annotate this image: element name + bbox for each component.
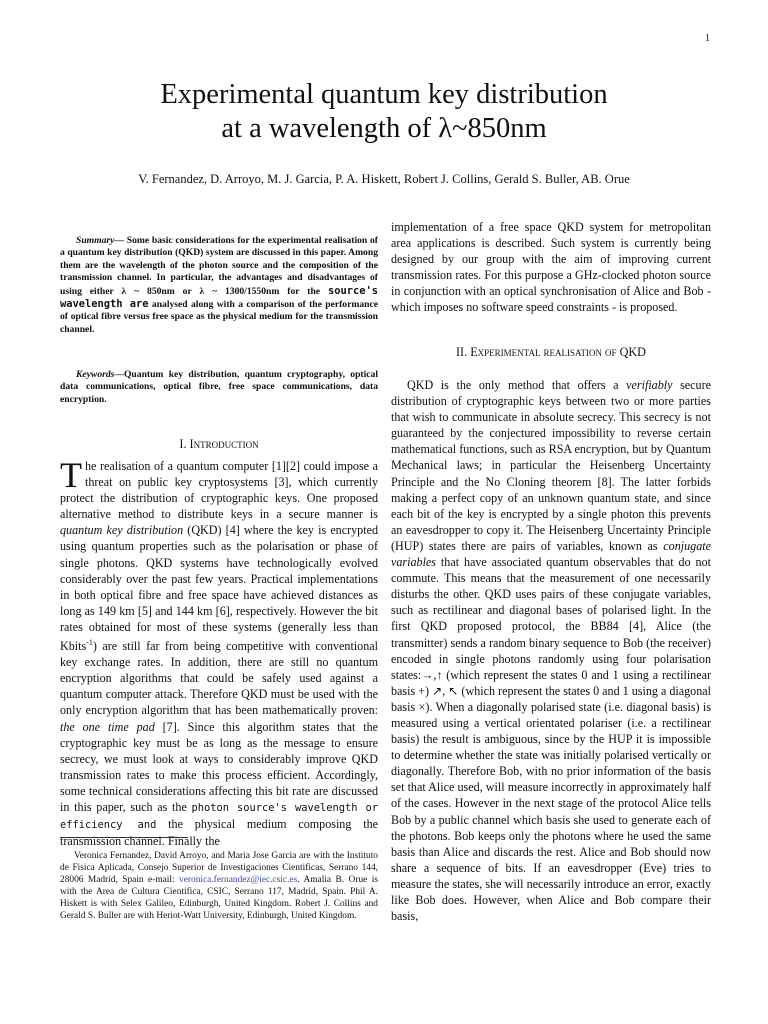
summary-lambda: λ ~ 850nm or λ ~ 1300/1550nm for the <box>121 285 328 297</box>
sec2-verifiably: verifiably <box>626 378 673 392</box>
introduction-body <box>60 455 378 849</box>
title-line-1: Experimental quantum key distribution <box>160 79 608 110</box>
footnote-rule <box>60 837 188 838</box>
keywords-block <box>60 369 378 406</box>
intro-otp-italic: the one time pad <box>60 719 155 734</box>
title-line-2: at a wavelength of λ~850nm <box>221 113 547 144</box>
author-list: V. Fernandez, D. Arroyo, M. J. Garcia, P. A. Hiskett, Robert J. Collins, Gerald S. Buller, AB. Orue <box>138 172 630 186</box>
keywords-lead: Keywords <box>76 369 115 380</box>
section-2-number: II. <box>456 345 468 359</box>
intro-text-3: ) are still far from being competitive with conventional key exchange rates. In addition, there are still no quantum encryption algorithms that could be safely used against a quantum computer attack. Therefore QKD must be used with the only encryption algorithm that has been mathematically proven: <box>60 639 378 718</box>
footnote-text-1: Veronica Fernandez, David Arroyo, and Maria Jose Garcia are with the Instituto de Fisica Aplicada, Consejo Superior de Investigaciones Cientificas, Serrano 144, 28006 Madrid, Spain e-mail: <box>60 851 378 885</box>
intro-text-4: [7]. Since this algorithm states that the cryptographic key must be as long as the message to ensure secrecy, we must look at ways to considerably improve QKD transmission rates to make this process efficient. Accordingly, some technical considerations affecting this bit rate are discussed in this paper, such as the <box>60 719 378 814</box>
summary-text-2: analysed along with a comparison of the performance of optical fibre versus free space as the physical medium for the transmission channel. <box>60 299 378 335</box>
intro-superscript: -1 <box>86 638 93 648</box>
section-1-heading <box>60 437 378 452</box>
summary-mono: source's wavelength are <box>60 284 378 311</box>
intro-continuation-text: implementation of a free space QKD system for metropolitan area applications is described. Such system is currently being designed by our group with the aim of improving current transmission rates. For this purpose a GHz-clocked photon source in conjunction with an optical synchronisation of Alice and Bob - which imposes no software speed constraints - is proposed. <box>391 220 711 315</box>
keywords-text: —Quantum key distribution, quantum cryptography, optical data communications, optical fibre, free space communications, data encryption. <box>60 369 378 405</box>
sec2-conjugate: conjugate variables <box>391 538 711 570</box>
section-2-title: Experimental realisation of QKD <box>470 345 646 359</box>
summary-block <box>60 235 378 336</box>
intro-mono: photon source's wavelength or efficiency and <box>60 802 378 832</box>
section-1-title: Introduction <box>189 437 259 451</box>
summary-lead: Summary— <box>76 235 124 246</box>
sec2-text-b: secure distribution of cryptographic keys between two or more parties that wish to communicate in absolute secrecy. This secrecy is not guaranteed by the conjectured impossibility to reverse certain mathematical functions, such as RSA encryption, but by Quantum Mechanical laws; in particular the Heisenberg Uncertainty Principle and the No Cloning theorem [8]. The latter forbids making a perfect copy of an unknown quantum state, and since each bit of the key is encrypted by a single photon this prevents an eavesdropper to copy it. The Heisenberg Uncertainty Principle (HUP) states there are pairs of variables, known as <box>391 378 711 553</box>
summary-text-1: Some basic considerations for the experimental realisation of a quantum key distribution (QKD) system are discussed in this paper. Among them are the wavelength of the photon source and the composition of the transmission channel. In particular, the advantages and disadvantages of using either <box>60 235 378 297</box>
drop-cap: T <box>60 455 82 495</box>
intro-continuation <box>391 219 711 316</box>
sec2-text-a: QKD is the only method that offers a <box>407 378 627 392</box>
paper-title <box>0 78 768 146</box>
intro-text-5: the physical medium composing the transmission channel. Finally the <box>60 817 378 849</box>
intro-qkd-italic: quantum key distribution <box>60 523 184 538</box>
section-2-heading <box>391 345 711 360</box>
page-number: 1 <box>705 33 710 44</box>
intro-text-2: (QKD) [4] where the key is encrypted using quantum properties such as the polarisation or phase of single photons. QKD systems have technologically evolved considerably over the past few years. Practical implementations in both optical fibre and free space have achieved distances as long as 149 km [5] and 144 km [6], respectively. However the bit rates obtained for most of these systems (generally less than Kbits <box>60 523 378 654</box>
intro-text-1: he realisation of a quantum computer [1][2] could impose a threat on public key cryptosystems [3], which currently protect the distribution of cryptographic keys. One proposed alternative method to distribute keys in a secure manner is <box>60 459 378 522</box>
section-2-body <box>391 377 711 924</box>
footnote-text-2: . Amalia B. Orue is with the Area de Cultura Cientifica, CSIC, Serrano 117, Madrid, Spain. Phil A. Hiskett is with Selex Galileo, Edinburgh, United Kingdom. Robert J. Collins and Gerald S. Buller are with Heriot-Watt University, Edinburgh, United Kingdom. <box>60 874 378 921</box>
sec2-text-c: that have associated quantum observables that do not commute. This means that the measurement of one necessarily disturbs the other. QKD uses pairs of these conjugate variables, such as rectilinear and diagonal bases of polarised light. In the first QKD proposed protocol, the BB84 [4], Alice (the transmitter) sends a random binary sequence to Bob (the receiver) encoded in single photons randomly using four polarisation states:→,↑ (which represent the states 0 and 1 using a rectilinear basis +) ↗, ↖ (which represent the states 0 and 1 using a diagonal basis ×). When a diagonally polarised state (i.e. diagonal basis) is measured using a vertical orientated polariser (i.e. a rectilinear basis) the result is ambiguous, since by the HUP it is impossible to determine whether the state was initially polarised vertically or diagonally. Therefore Bob, with no prior information of the basis set that Alice used, will measure incorrectly in approximately half of the cases. However in the next stage of the protocol Alice tells Bob by a public channel which basis she used to generate each of the photons. Bob keeps only the photons where he used the same basis than Alice and discards the rest. Alice and Bob should now share a sequence of bits. If an eavesdropper (Eve) tries to measure the states, she will necessarily introduce an error, exactly like Bob does. However, when Alice and Bob compare their basis, <box>391 555 711 924</box>
footnote <box>60 851 378 922</box>
footnote-email: veronica.fernandez@iec.csic.es <box>179 874 298 885</box>
section-1-number: I. <box>179 437 187 451</box>
